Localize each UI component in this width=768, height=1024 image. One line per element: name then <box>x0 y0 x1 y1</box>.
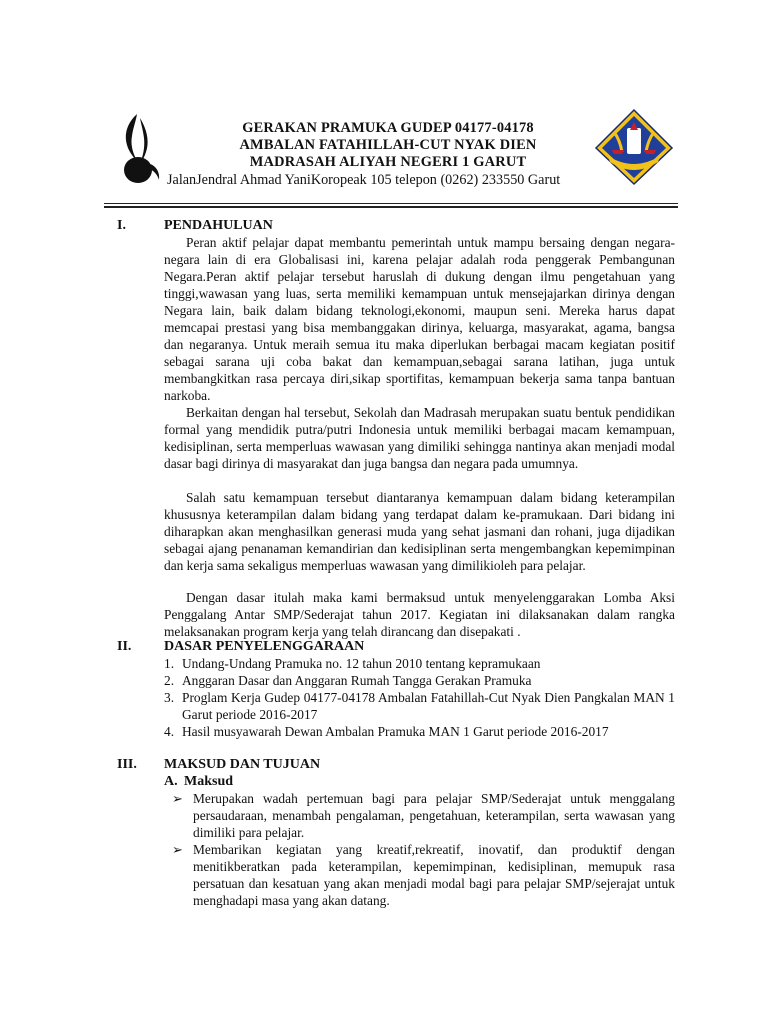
arrow-bullet-icon: ➢ <box>172 791 183 806</box>
letterhead <box>160 120 616 188</box>
section-title: MAKSUD DAN TUJUAN <box>164 757 321 772</box>
section-number: II. <box>117 639 132 654</box>
tunas-kelapa-pramuka-icon <box>116 112 164 188</box>
list-number: 3. <box>164 690 175 705</box>
school-name: MADRASAH ALIYAH NEGERI 1 GARUT <box>249 154 527 170</box>
paragraph: Peran aktif pelajar dapat membantu pemerintah untuk mampu bersaing dengan negara- negara lain di era Globalisasi ini, karena pelajar adalah roda penggerak Pembangunan Negara.Peran aktif pelajar tersebut haruslah di dukung dengan ilmu pengetahuan yang tinggi,wawasan yang luas, serta memiliki kemampuan untuk mensejajarkan dirinya dengan Negara lain, baik dalam bidang teknologi,ekonomi, maupun seni. Mereka harus dapat memcapai prestasi yang bisa membanggakan dirinya, keluarga, masyarakat, agama, bangsa dan negaranya. Untuk meraih semua itu maka diperlukan berbagai macam kegiatan positif sebagai sarana uji coba bakat dan kemampuan,sebagai sarana latihan, juga untuk membangkitkan rasa percaya diri,sikap sportifitas, kemampuan bekerja sama tanpa bantuan narkoba. <box>164 235 675 403</box>
list-item <box>172 790 675 841</box>
subsection-heading <box>164 773 233 790</box>
address-line: JalanJendral Ahmad YaniKoropeak 105 telepon (0262) 233550 Garut <box>167 172 561 188</box>
list-text: Undang-Undang Pramuka no. 12 tahun 2010 tentang kepramukaan <box>182 656 541 671</box>
section-number: I. <box>117 218 126 233</box>
paragraph: Dengan dasar itulah maka kami bermaksud untuk menyelenggarakan Lomba Aksi Penggalang Antar SMP/Sederajat tahun 2017. Kegiatan ini dilaksanakan dalam rangka melaksanakan program kerja yang telah dirancang dan disepakati . <box>164 590 675 639</box>
list-number: 4. <box>164 724 175 739</box>
list-item <box>164 723 675 740</box>
list-text: Anggaran Dasar dan Anggaran Rumah Tangga Gerakan Pramuka <box>182 673 532 688</box>
header-rule-thin <box>104 203 678 204</box>
section-title: DASAR PENYELENGGARAAN <box>164 639 365 654</box>
list-text: Merupakan wadah pertemuan bagi para pelajar SMP/Sederajat untuk menggalang persaudaraan, menambah pengalaman, pengetahuan, keterampilan, serta wawasan yang dimiliki para pelajar. <box>193 791 675 840</box>
subsection-letter: A. <box>164 774 178 789</box>
section-title: PENDAHULUAN <box>164 218 273 233</box>
header-rule-thick <box>104 206 678 208</box>
list-text: Membarikan kegiatan yang kreatif,rekreatif, inovatif, dan produktif dengan menitikberatkan pada keterampilan, kepemimpinan, kedisiplinan, memupuk rasa persatuan dan kesatuan yang akan menjadi modal bagi para pelajar SMP/sejerajat untuk menghadapi masa yang akan datang. <box>193 842 675 908</box>
list-number: 1. <box>164 656 175 671</box>
list-number: 2. <box>164 673 175 688</box>
list-text: Hasil musyawarah Dewan Ambalan Pramuka MAN 1 Garut periode 2016-2017 <box>182 724 609 739</box>
list-item <box>164 672 675 689</box>
section-number: III. <box>117 757 137 772</box>
list-item <box>164 689 675 723</box>
arrow-bullet-icon: ➢ <box>172 842 183 857</box>
list-item <box>172 841 675 909</box>
regional-crest-icon <box>594 108 674 186</box>
ambalan-name: AMBALAN FATAHILLAH-CUT NYAK DIEN <box>239 137 537 153</box>
dasar-list <box>164 655 675 740</box>
paragraph: Berkaitan dengan hal tersebut, Sekolah dan Madrasah merupakan suatu bentuk pendidikan formal yang mendidik putra/putri Indonesia untuk memiliki berbagai macam kemampuan, kedisiplinan, serta memperluas wawasan yang dimiliki sehingga nantinya akan menjadi modal dasar bagi dirinya di masyarakat dan juga bangsa dan negara pada umumnya. <box>164 405 675 471</box>
org-name: GERAKAN PRAMUKA GUDEP 04177-04178 <box>242 120 534 136</box>
list-item <box>164 655 675 672</box>
list-text: Proglam Kerja Gudep 04177-04178 Ambalan Fatahillah-Cut Nyak Dien Pangkalan MAN 1 Garut periode 2016-2017 <box>182 690 675 722</box>
paragraph: Salah satu kemampuan tersebut diantaranya kemampuan dalam bidang keterampilan khususnya keterampilan dalam bidang yang terdapat dalam ke-pramukaan. Dari bidang ini diharapkan akan menghasilkan generasi muda yang sehat jasmani dan rohani, juga dijadikan sebagai ajang penanaman kemandirian dan kedisiplinan serta mengembangkan kepemimpinan dan kerja sama sekaligus memperluas wawasan yang dimilikioleh para pelajar. <box>164 490 675 573</box>
maksud-list <box>172 790 675 909</box>
subsection-title: Maksud <box>184 774 234 789</box>
